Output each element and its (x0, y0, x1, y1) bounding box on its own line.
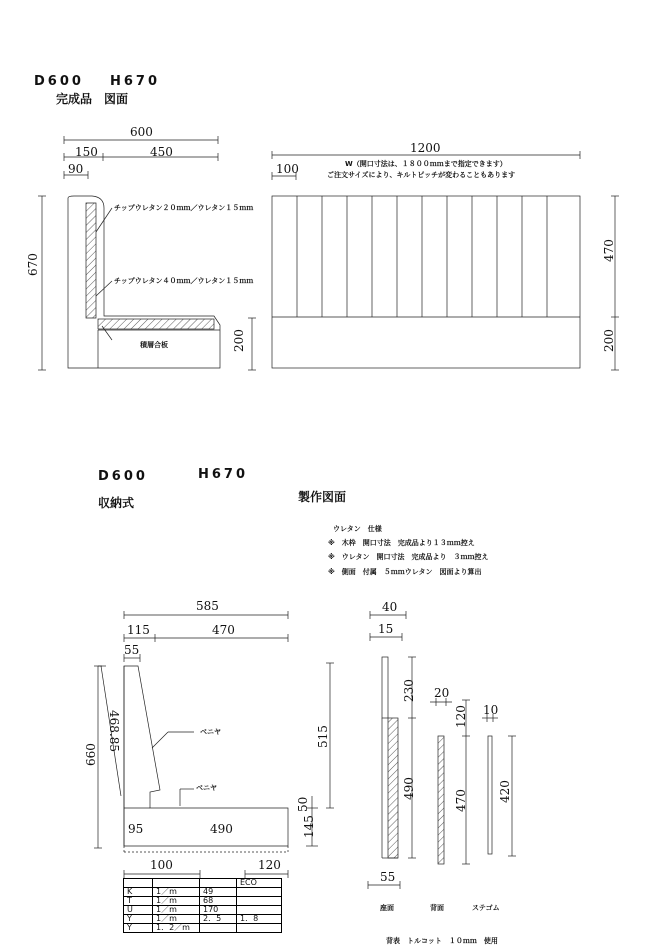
table-row (124, 924, 282, 933)
front-view-outline (272, 196, 580, 368)
table-cell (237, 888, 282, 897)
backrest-foam-hatch (86, 203, 96, 318)
dim-468: 468.85 (107, 710, 121, 752)
dim-515: 515 (316, 725, 330, 748)
table-cell: Y (124, 924, 153, 933)
back-part (388, 718, 398, 858)
w-note-2: ご注文サイズにより、キルトピッチが変わることもあります (327, 171, 516, 179)
table-cell: 1．2／m (153, 924, 200, 933)
veneer-label-1: ベニヤ (200, 728, 221, 736)
dim-670: 670 (26, 253, 40, 276)
note-3: ※ 側面 付属 ５ｍｍウレタン 図面より算出 (328, 568, 482, 576)
top-subtitle: 完成品 図面 (56, 92, 129, 106)
dim-95: 95 (128, 822, 144, 836)
table-cell: 1／m (153, 888, 200, 897)
dim-55: 55 (124, 643, 140, 657)
dim-1200: 1200 (410, 141, 441, 155)
part-dim-230: 230 (402, 679, 416, 702)
top-code-d: D600 (34, 74, 84, 89)
dim-100: 100 (276, 162, 299, 176)
table-cell: ECO (237, 879, 282, 888)
bottom-code-h: H670 (198, 467, 249, 482)
dim-150: 150 (75, 145, 98, 159)
table-cell: 68 (200, 897, 237, 906)
quilt-lines (297, 196, 547, 317)
seat-part (438, 736, 444, 864)
part-dim-490: 490 (402, 777, 416, 800)
table-cell: 170 (200, 906, 237, 915)
note-1: ※ 木枠 開口寸法 完成品より１３ｍｍ控え (328, 539, 475, 547)
part-dim-10: 10 (483, 703, 499, 717)
part-dim-120: 120 (454, 705, 468, 728)
dim-100-bottom: 100 (150, 858, 173, 872)
part-dim-20: 20 (434, 686, 450, 700)
w-note-1: W（開口寸法は、１８００ｍｍまで指定できます） (345, 160, 507, 168)
top-code-h: H670 (110, 74, 161, 89)
part-dim-15: 15 (378, 622, 394, 636)
table-cell: 1．8 (237, 915, 282, 924)
frame-outline (124, 666, 288, 846)
part-label-seat: 座面 (380, 904, 394, 912)
part-dim-470: 470 (454, 789, 468, 812)
dim-115: 115 (127, 623, 150, 637)
footer-note: 背表 トルコット １０ｍｍ 使用 (386, 937, 498, 945)
table-cell (237, 924, 282, 933)
dim-120: 120 (258, 858, 281, 872)
label-upper-foam: チップウレタン２０ｍｍ／ウレタン１５ｍｍ (114, 204, 254, 212)
part-dim-55: 55 (380, 870, 396, 884)
table-cell: 49 (200, 888, 237, 897)
bottom-type: 収納式 (98, 496, 135, 510)
table-cell (237, 897, 282, 906)
label-board: 積層合板 (140, 341, 168, 349)
dim-585: 585 (196, 599, 219, 613)
dim-600: 600 (130, 125, 153, 139)
bottom-code-d: D600 (98, 469, 148, 484)
dim-660: 660 (84, 743, 98, 766)
dim-145: 145 (302, 815, 316, 838)
dim-450: 450 (150, 145, 173, 159)
dim-200-side: 200 (232, 329, 246, 352)
table-cell: 1／m (153, 906, 200, 915)
part-dim-40: 40 (382, 600, 398, 614)
table-row (124, 915, 282, 924)
table-cell (200, 924, 237, 933)
spec-table (123, 878, 282, 933)
note-0: ウレタン 仕様 (333, 525, 382, 533)
table-cell: U (124, 906, 153, 915)
bottom-heading: 製作図面 (298, 490, 347, 504)
table-cell: 1／m (153, 915, 200, 924)
table-cell: K (124, 888, 153, 897)
dim-490-frame: 490 (210, 822, 233, 836)
table-cell: T (124, 897, 153, 906)
back-part-cap (382, 657, 388, 718)
part-label-back: 背面 (430, 904, 444, 912)
dim-470-bottom: 470 (212, 623, 235, 637)
table-cell: Y (124, 915, 153, 924)
seat-foam-hatch (98, 319, 214, 329)
veneer-label-2: ベニヤ (196, 784, 217, 792)
dim-470-front: 470 (602, 239, 616, 262)
table-cell: 2．5 (200, 915, 237, 924)
label-lower-foam: チップウレタン４０ｍｍ／ウレタン１５ｍｍ (114, 277, 254, 285)
dim-90: 90 (68, 162, 84, 176)
part-dim-420: 420 (498, 780, 512, 803)
stegom-part (488, 736, 492, 854)
table-cell: 1／m (153, 897, 200, 906)
dim-50: 50 (296, 796, 310, 812)
note-2: ※ ウレタン 開口寸法 完成品より ３ｍｍ控え (328, 553, 489, 561)
part-label-stegom: ステゴム (472, 904, 500, 912)
dim-200-front: 200 (602, 329, 616, 352)
